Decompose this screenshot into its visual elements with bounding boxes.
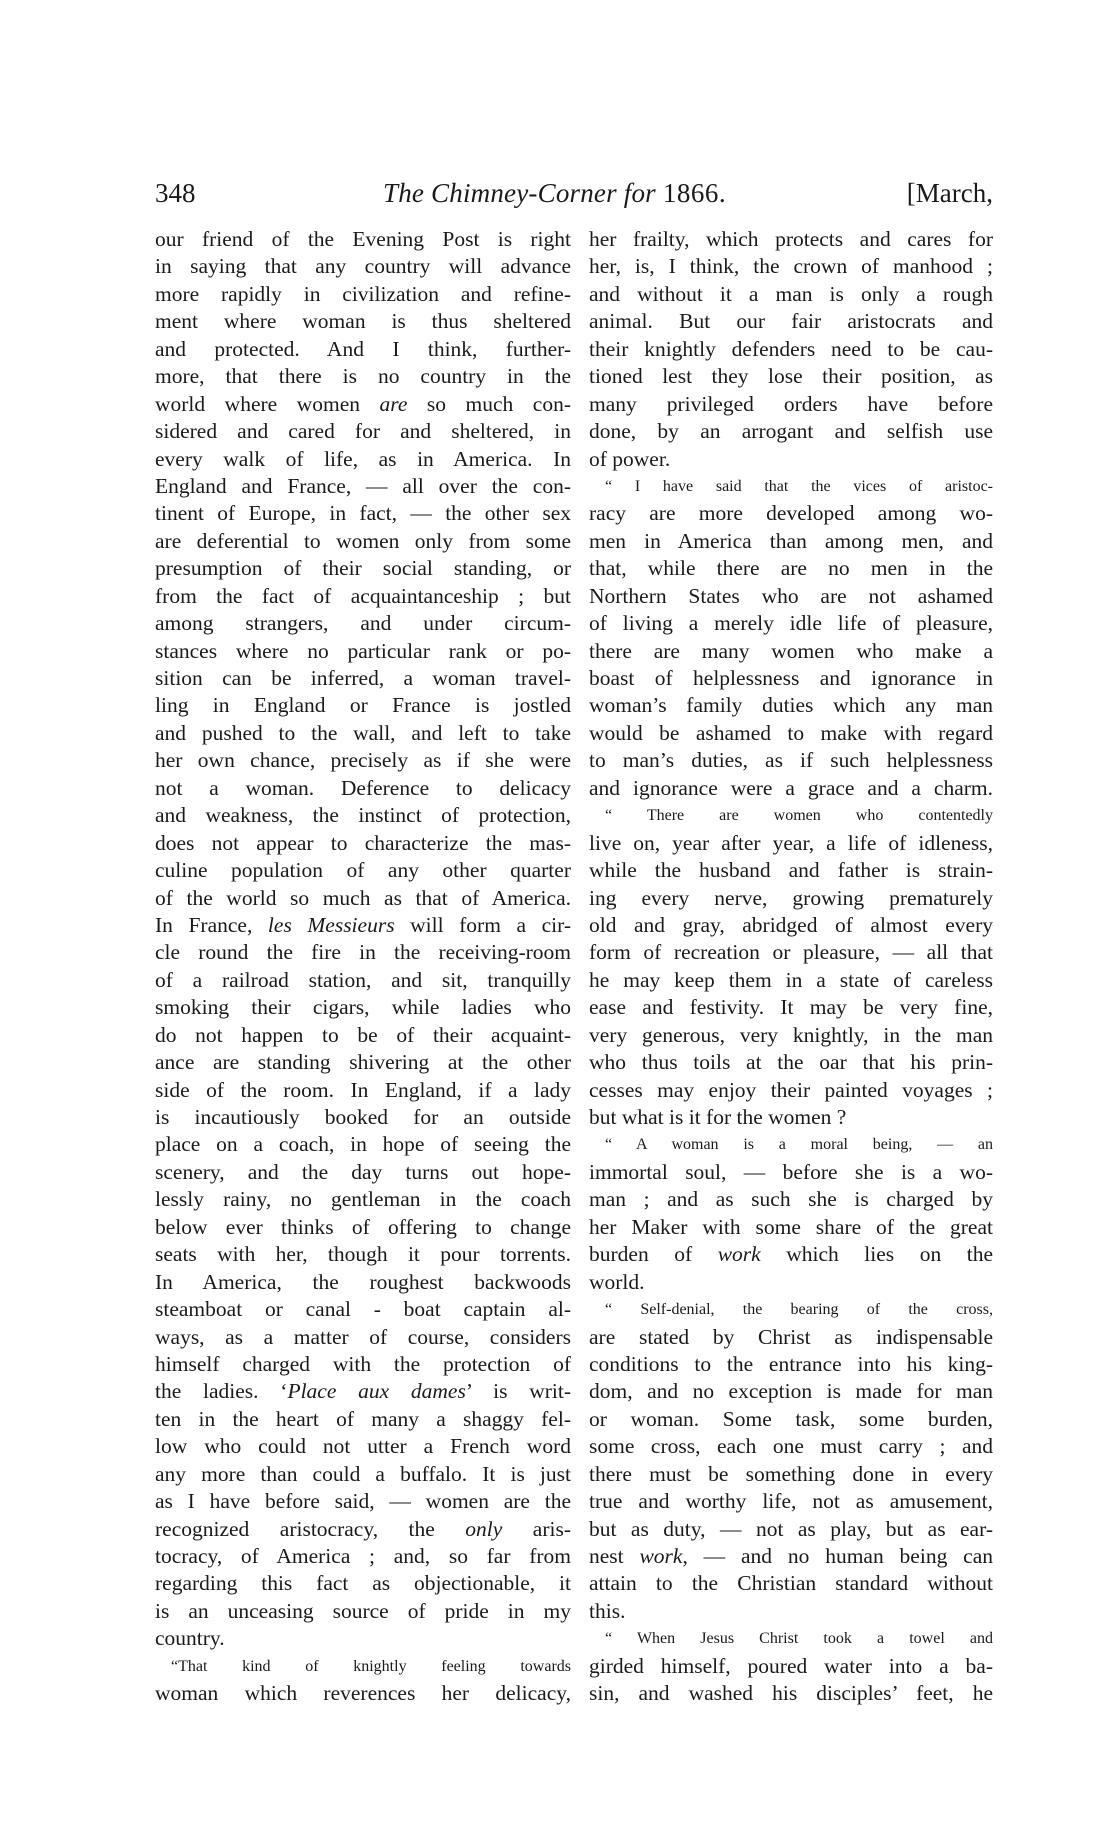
text-segment: and pushed to the wall, and left to take <box>155 720 571 745</box>
text-line <box>155 1269 571 1296</box>
text-line <box>155 473 571 500</box>
text-segment: not a woman. Deference to delicacy <box>155 775 571 800</box>
text-segment: lessly rainy, no gentleman in the coach <box>155 1187 571 1212</box>
italic-text-segment: les Messieurs <box>267 912 395 937</box>
text-segment: burden of <box>589 1242 718 1267</box>
text-segment: her, is, I think, the crown of manhood ; <box>589 254 993 279</box>
text-segment: her Maker with some share of the great <box>589 1214 993 1239</box>
text-segment: from the fact of acquaintanceship ; but <box>155 583 571 608</box>
text-segment: world where women <box>155 391 380 416</box>
text-line <box>155 1351 571 1378</box>
text-segment: of living a merely idle life of pleasure, <box>589 611 993 636</box>
text-line <box>155 1077 571 1104</box>
text-line <box>155 500 571 527</box>
text-segment: recognized aristocracy, the <box>155 1516 466 1541</box>
text-segment: that, while there are no men in the <box>589 556 993 581</box>
text-segment: ance are standing shivering at the other <box>155 1050 571 1075</box>
text-line <box>155 994 571 1021</box>
text-line <box>155 1241 571 1268</box>
text-line <box>589 1049 993 1076</box>
text-line <box>589 1077 993 1104</box>
text-segment: tinent of Europe, in fact, — the other sex <box>155 501 571 526</box>
text-line <box>589 1543 993 1570</box>
text-segment: Northern States who are not ashamed <box>589 583 993 608</box>
text-line <box>589 473 993 500</box>
text-segment: tioned lest they lose their position, as <box>589 364 993 389</box>
text-line <box>589 720 993 747</box>
text-segment: culine population of any other quarter <box>155 858 571 883</box>
issue-month: [March, <box>906 178 993 208</box>
text-segment: animal. But our fair aristocrats and <box>589 309 993 334</box>
text-segment: their knightly defenders need to be cau- <box>589 336 993 361</box>
text-segment: cesses may enjoy their painted voyages ; <box>589 1077 993 1102</box>
text-segment: sidered and cared for and sheltered, in <box>155 419 571 444</box>
text-line <box>155 1543 571 1570</box>
text-segment: so much con- <box>407 391 571 416</box>
text-line <box>589 555 993 582</box>
text-line <box>589 336 993 363</box>
text-line <box>589 226 993 253</box>
text-line <box>155 665 571 692</box>
text-line <box>155 1488 571 1515</box>
text-line <box>589 1570 993 1597</box>
text-line <box>155 555 571 582</box>
text-segment: is incautiously booked for an outside <box>155 1105 571 1129</box>
text-segment: woman’s family duties which any man <box>589 693 993 718</box>
text-segment: form of recreation or pleasure, — all that <box>589 940 993 965</box>
text-line <box>155 885 571 912</box>
text-line <box>589 1324 993 1351</box>
text-line <box>155 336 571 363</box>
text-line <box>589 1378 993 1405</box>
text-segment: , — and no human being can <box>682 1544 993 1568</box>
text-line <box>589 1104 993 1131</box>
text-column-left <box>155 226 571 1708</box>
text-line <box>155 1324 571 1351</box>
text-line <box>589 1351 993 1378</box>
text-line <box>155 1433 571 1460</box>
text-segment: but what is it for the women ? <box>589 1105 847 1129</box>
text-segment: ’ is writ- <box>465 1379 571 1404</box>
text-line <box>155 1653 571 1680</box>
text-line <box>589 1186 993 1213</box>
italic-text-segment: are <box>379 391 408 416</box>
text-line <box>589 281 993 308</box>
text-segment: man ; and as such she is charged by <box>589 1187 993 1212</box>
text-segment: conditions to the entrance into his king- <box>589 1351 993 1376</box>
text-segment: boast of helplessness and ignorance in <box>589 666 993 690</box>
text-segment: while the husband and father is strain- <box>589 858 993 883</box>
text-segment: is an unceasing source of pride in my <box>155 1598 571 1623</box>
text-segment: “ A woman is a moral being, — an <box>605 1136 993 1154</box>
running-head <box>155 178 993 218</box>
text-segment: very generous, very knightly, in the man <box>589 1022 993 1047</box>
text-segment: he may keep them in a state of careless <box>589 967 993 992</box>
text-line <box>589 912 993 939</box>
text-line <box>589 665 993 692</box>
text-segment: immortal soul, — before she is a wo- <box>589 1159 993 1184</box>
text-line <box>155 583 571 610</box>
text-segment: racy are more developed among wo- <box>589 501 993 526</box>
text-line <box>589 775 993 802</box>
text-line <box>155 857 571 884</box>
text-segment: side of the room. In England, if a lady <box>155 1077 571 1102</box>
text-segment: are deferential to women only from some <box>155 528 571 553</box>
text-segment: every walk of life, as in America. In <box>155 446 571 471</box>
text-line <box>589 692 993 719</box>
text-line <box>155 967 571 994</box>
text-segment: ing every nerve, growing prematurely <box>589 885 993 910</box>
text-line <box>155 1598 571 1625</box>
text-line <box>155 226 571 253</box>
text-segment: to man’s duties, as if such helplessness <box>589 748 993 773</box>
text-line <box>155 1049 571 1076</box>
text-segment: this. <box>589 1598 626 1623</box>
text-segment: “ Self-denial, the bearing of the cross, <box>605 1301 993 1319</box>
text-line <box>589 610 993 637</box>
text-line <box>589 1214 993 1241</box>
text-segment: the ladies. ‘ <box>155 1379 288 1404</box>
text-line <box>155 1570 571 1597</box>
text-line <box>589 1653 993 1680</box>
text-segment: himself charged with the protection of <box>155 1351 571 1376</box>
text-line <box>589 1131 993 1158</box>
text-segment: many privileged orders have before <box>589 391 993 416</box>
text-segment: below ever thinks of offering to change <box>155 1214 571 1239</box>
journal-title <box>383 178 726 209</box>
text-line <box>155 391 571 418</box>
text-line <box>155 830 571 857</box>
text-line <box>589 967 993 994</box>
text-segment: her own chance, precisely as if she were <box>155 748 571 773</box>
text-segment: does not appear to characterize the mas- <box>155 830 571 855</box>
text-column-right <box>589 226 993 1708</box>
text-line <box>589 638 993 665</box>
text-segment: ten in the heart of many a shaggy fel- <box>155 1406 571 1431</box>
text-line <box>589 802 993 829</box>
text-line <box>155 638 571 665</box>
text-segment: tocracy, of America ; and, so far from <box>155 1544 571 1568</box>
text-line <box>155 308 571 335</box>
text-line <box>155 1022 571 1049</box>
text-segment: nest <box>589 1544 640 1568</box>
text-line <box>589 1296 993 1323</box>
text-line <box>155 1406 571 1433</box>
text-line <box>589 1598 993 1625</box>
text-line <box>155 528 571 555</box>
text-line <box>155 692 571 719</box>
text-line <box>155 363 571 390</box>
text-segment: men in America than among men, and <box>589 528 993 553</box>
text-segment: true and worthy life, not as amusement, <box>589 1489 993 1514</box>
text-segment: some cross, each one must carry ; and <box>589 1434 993 1459</box>
text-segment: In France, <box>155 912 268 937</box>
text-line <box>589 1625 993 1652</box>
text-segment: done, by an arrogant and selfish use <box>589 419 993 444</box>
text-line <box>589 391 993 418</box>
text-segment: of the world so much as that of America. <box>155 885 571 910</box>
text-segment: girded himself, poured water into a ba- <box>589 1653 993 1678</box>
text-line <box>589 1406 993 1433</box>
text-segment: woman which reverences her delicacy, <box>155 1681 571 1706</box>
text-line <box>589 363 993 390</box>
text-segment: England and France, — all over the con- <box>155 473 571 498</box>
text-segment: are stated by Christ as indispensable <box>589 1324 993 1349</box>
text-line <box>155 1104 571 1131</box>
text-segment: live on, year after year, a life of idleness, <box>589 830 993 855</box>
text-segment: our friend of the Evening Post is right <box>155 227 571 251</box>
page-number: 348 <box>155 178 196 208</box>
text-line <box>155 802 571 829</box>
italic-text-segment: only <box>465 1516 503 1541</box>
text-line <box>155 720 571 747</box>
journal-year: 1866. <box>662 178 727 208</box>
text-segment: attain to the Christian standard without <box>589 1571 993 1596</box>
text-segment: “ I have said that the vices of aristoc- <box>605 477 993 495</box>
text-segment: old and gray, abridged of almost every <box>589 912 993 937</box>
italic-text-segment: work <box>639 1544 683 1568</box>
text-segment: steamboat or canal - boat captain al- <box>155 1297 571 1322</box>
text-line <box>589 308 993 335</box>
text-segment: ways, as a matter of course, considers <box>155 1324 571 1349</box>
journal-title-text: The Chimney-Corner for <box>383 178 656 208</box>
text-segment: of power. <box>589 446 671 471</box>
text-segment: world. <box>589 1269 645 1294</box>
text-line <box>589 830 993 857</box>
text-line <box>155 775 571 802</box>
text-segment: place on a coach, in hope of seeing the <box>155 1132 571 1157</box>
text-segment: there must be something done in every <box>589 1461 993 1486</box>
text-segment: of a railroad station, and sit, tranquilly <box>155 967 571 992</box>
text-segment: sin, and washed his disciples’ feet, he <box>589 1681 993 1706</box>
text-line <box>155 747 571 774</box>
text-segment: dom, and no exception is made for man <box>589 1379 993 1404</box>
text-line <box>589 939 993 966</box>
text-segment: and weakness, the instinct of protection, <box>155 803 571 828</box>
text-segment: aris- <box>502 1516 571 1541</box>
text-segment: low who could not utter a French word <box>155 1434 571 1459</box>
text-line <box>589 418 993 445</box>
text-segment: among strangers, and under circum- <box>155 611 571 636</box>
text-segment: as I have before said, — women are the <box>155 1489 571 1514</box>
text-line <box>155 1186 571 1213</box>
text-segment: and ignorance were a grace and a charm. <box>589 775 993 800</box>
text-line <box>155 939 571 966</box>
text-line <box>155 446 571 473</box>
text-segment: regarding this fact as objectionable, it <box>155 1571 571 1596</box>
text-segment: there are many women who make a <box>589 638 993 663</box>
text-segment: “ There are women who contentedly <box>605 807 993 825</box>
text-segment: more rapidly in civilization and refine- <box>155 281 571 306</box>
text-segment: more, that there is no country in the <box>155 364 571 389</box>
text-line <box>155 1131 571 1158</box>
text-segment: In America, the roughest backwoods <box>155 1269 571 1294</box>
text-line <box>155 610 571 637</box>
italic-text-segment: work <box>717 1242 761 1267</box>
text-line <box>589 857 993 884</box>
text-line <box>589 1241 993 1268</box>
text-segment: which lies on the <box>760 1242 993 1267</box>
text-segment: cle round the fire in the receiving-room <box>155 940 571 965</box>
text-segment: country. <box>155 1626 225 1651</box>
text-line <box>155 1680 571 1707</box>
text-line <box>155 1516 571 1543</box>
text-line <box>589 500 993 527</box>
text-segment: “That kind of knightly feeling towards <box>171 1657 571 1675</box>
text-segment: and protected. And I think, further- <box>155 336 571 361</box>
text-line <box>589 747 993 774</box>
text-segment: or woman. Some task, some burden, <box>589 1406 993 1431</box>
text-line <box>155 1378 571 1405</box>
text-line <box>155 1214 571 1241</box>
italic-text-segment: Place aux dames <box>287 1379 466 1404</box>
text-line <box>589 583 993 610</box>
text-segment: presumption of their social standing, or <box>155 556 571 581</box>
text-line <box>589 994 993 1021</box>
text-segment: any more than could a buffalo. It is just <box>155 1461 571 1486</box>
text-segment: do not happen to be of their acquaint- <box>155 1022 571 1047</box>
text-line <box>589 1488 993 1515</box>
text-segment: will form a cir- <box>394 912 571 937</box>
text-segment: ease and festivity. It may be very fine, <box>589 995 993 1020</box>
text-line <box>155 1296 571 1323</box>
text-line <box>155 281 571 308</box>
text-segment: stances where no particular rank or po- <box>155 638 571 663</box>
text-segment: “ When Jesus Christ took a towel and <box>605 1630 993 1648</box>
text-segment: scenery, and the day turns out hope- <box>155 1159 571 1184</box>
text-segment: seats with her, though it pour torrents. <box>155 1242 571 1267</box>
text-segment: but as duty, — not as play, but as ear- <box>589 1516 993 1541</box>
text-line <box>155 1625 571 1652</box>
text-segment: smoking their cigars, while ladies who <box>155 995 571 1020</box>
text-line <box>589 446 993 473</box>
text-line <box>589 1269 993 1296</box>
text-line <box>589 1461 993 1488</box>
text-line <box>155 1159 571 1186</box>
text-segment: and without it a man is only a rough <box>589 281 993 306</box>
text-segment: ment where woman is thus sheltered <box>155 309 571 334</box>
text-line <box>589 1022 993 1049</box>
text-segment: would be ashamed to make with regard <box>589 720 993 745</box>
text-line <box>155 253 571 280</box>
text-line <box>589 528 993 555</box>
text-segment: who thus toils at the oar that his prin- <box>589 1050 993 1075</box>
text-segment: her frailty, which protects and cares for <box>589 227 993 251</box>
text-line <box>155 418 571 445</box>
text-line <box>589 1433 993 1460</box>
text-segment: ling in England or France is jostled <box>155 693 571 718</box>
text-line <box>155 912 571 939</box>
text-line <box>589 253 993 280</box>
text-line <box>589 1516 993 1543</box>
text-segment: sition can be inferred, a woman travel- <box>155 666 571 690</box>
text-line <box>589 1159 993 1186</box>
text-line <box>155 1461 571 1488</box>
text-line <box>589 1680 993 1707</box>
text-line <box>589 885 993 912</box>
text-segment: in saying that any country will advance <box>155 254 571 279</box>
